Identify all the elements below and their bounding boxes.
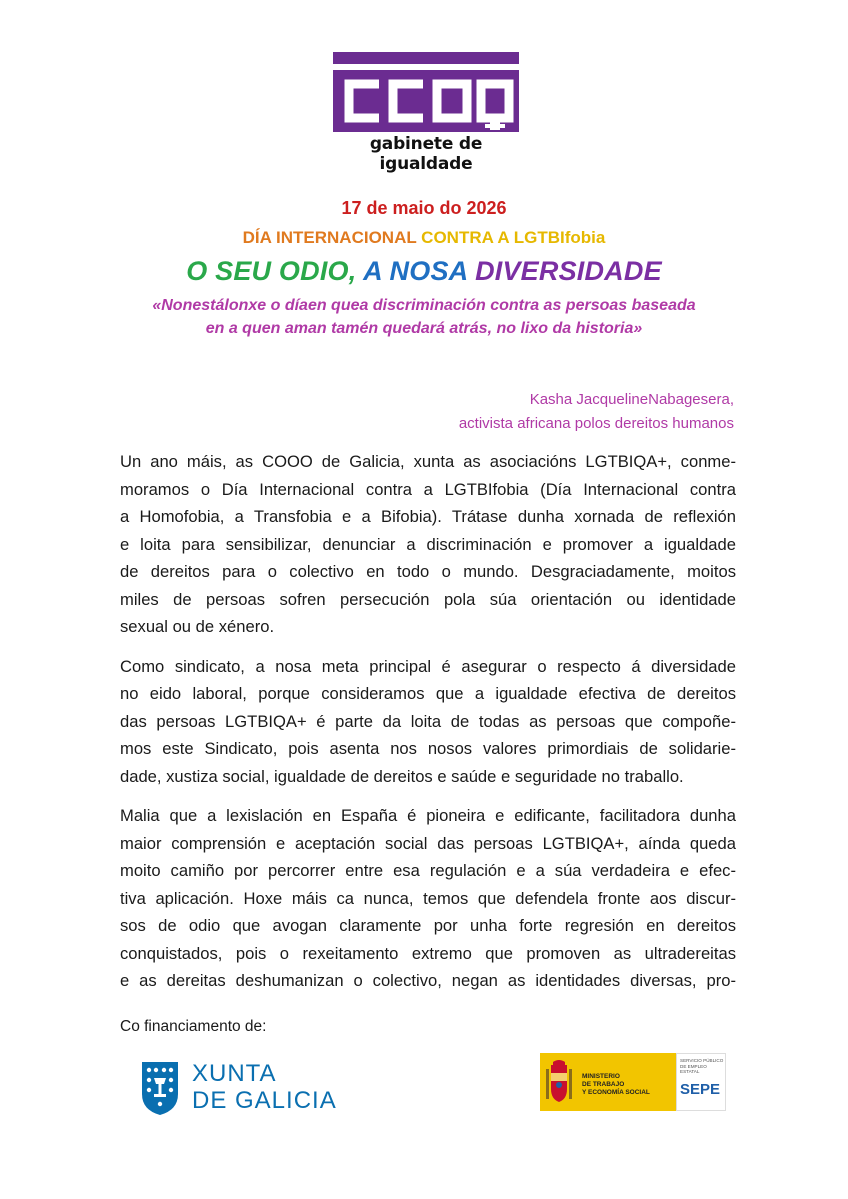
text-line: miles de persoas sofren persecución pola súa orientación ou identidade bbox=[120, 589, 736, 609]
slogan-part1: O SEU ODIO, bbox=[186, 256, 357, 286]
text-line: sos de odio que avogan claramente por unha forte regresión en dereitos bbox=[120, 916, 736, 935]
paragraph-2 bbox=[120, 653, 736, 791]
intl-day-part2: CONTRA A LGTBIfobia bbox=[421, 228, 606, 247]
body-text bbox=[120, 448, 736, 1007]
slogan-part2: A NOSA bbox=[363, 256, 468, 286]
author-name: Kasha JacquelineNabagesera, bbox=[529, 391, 734, 408]
quote bbox=[0, 294, 848, 340]
logo-top-bar bbox=[333, 52, 519, 64]
ministerio-sepe-logo bbox=[540, 1053, 726, 1113]
text-line: tiva aplicación. Hoxe máis ca nunca, temos que defendela fronte aos discur- bbox=[120, 888, 736, 908]
ministry-name bbox=[582, 1073, 676, 1097]
ministry-line2: DE TRABAJO bbox=[582, 1081, 625, 1088]
text-line: mos este Sindicato, pois asenta nos nosos valores primordiais de solidarie- bbox=[120, 739, 736, 758]
quote-attribution bbox=[420, 388, 734, 436]
ministry-line3: Y ECONOMÍA SOCIAL bbox=[582, 1089, 650, 1096]
sepe-wordmark: SEPE bbox=[680, 1081, 721, 1098]
funding-label: Co financiamento de: bbox=[120, 1018, 267, 1035]
xunta-shield-icon bbox=[140, 1058, 180, 1116]
text-line: e as dereitas deshumanizan o colectivo, negan as identidades diversas, pro- bbox=[120, 971, 736, 990]
ministry-line1: MINISTERIO bbox=[582, 1073, 620, 1080]
text-line: das persoas LGTBIQA+ é parte da loita de todas as persoas que compoñe- bbox=[120, 711, 736, 731]
quote-line1: «Nonestálonxe o díaen quea discriminación contra as persoas baseada bbox=[152, 297, 696, 314]
spain-coat-of-arms-icon bbox=[544, 1059, 574, 1105]
ccoo-letters-icon bbox=[333, 70, 519, 132]
text-line: no eido laboral, porque consideramos que a igualdade efectiva de dereitos bbox=[120, 684, 736, 703]
text-line: sexual ou de xénero. bbox=[120, 617, 275, 636]
ccoo-logo bbox=[333, 52, 519, 174]
xunta-line2: DE GALICIA bbox=[192, 1087, 337, 1114]
text-line: Malia que a lexislación en España é pioneira e edificante, facilitadora dunha bbox=[120, 806, 736, 825]
text-line: dade, xustiza social, igualdade de dereitos e saúde e seguridade no traballo. bbox=[120, 766, 684, 786]
logo-subtitle: gabinete de igualdade bbox=[369, 134, 483, 174]
slogan bbox=[0, 256, 848, 287]
text-line: conquistados, pois o rexeitamento extremo que promoven as ultradereitas bbox=[120, 943, 736, 963]
slogan-part3: DIVERSIDADE bbox=[475, 256, 662, 286]
xunta-wordmark bbox=[192, 1060, 337, 1114]
xunta-line1: XUNTA bbox=[192, 1060, 277, 1087]
xunta-de-galicia-logo bbox=[140, 1058, 340, 1118]
text-line: a Homofobia, a Transfobia e a Bifobia). Trátase dunha xornada de reflexión bbox=[120, 507, 736, 526]
text-line: de dereitos para o colectivo en todo o mundo. Desgraciadamente, moitos bbox=[120, 562, 736, 581]
text-line: Como sindicato, a nosa meta principal é asegurar o respecto á diversidade bbox=[120, 656, 736, 676]
text-line: moramos o Día Internacional contra a LGTBIfobia (Día Internacional contra bbox=[120, 479, 736, 499]
text-line: Un ano máis, as COOO de Galicia, xunta as asociacións LGTBIQA+, conme- bbox=[120, 452, 736, 471]
text-line: e loita para sensibilizar, denunciar a discriminación e promover a igualdade bbox=[120, 534, 736, 554]
text-line: maior comprensión e aceptación social das persoas LGTBIQA+, aínda queda bbox=[120, 833, 736, 853]
event-date: 17 de maio do 2026 bbox=[341, 198, 507, 218]
international-day-title bbox=[0, 228, 848, 248]
quote-line2: en a quen aman tamén quedará atrás, no lixo da historia» bbox=[205, 320, 643, 337]
text-line: moito camiño por percorrer entre esa regulación e a súa verdadeira e efec- bbox=[120, 861, 736, 880]
author-role: activista africana polos dereitos humanos bbox=[458, 415, 734, 432]
paragraph-3 bbox=[120, 802, 736, 995]
paragraph-1 bbox=[120, 448, 736, 641]
sepe-service-name: SERVICIO PÚBLICO DE EMPLEO ESTATAL bbox=[680, 1058, 724, 1075]
intl-day-part1: DÍA INTERNACIONAL bbox=[242, 228, 417, 247]
